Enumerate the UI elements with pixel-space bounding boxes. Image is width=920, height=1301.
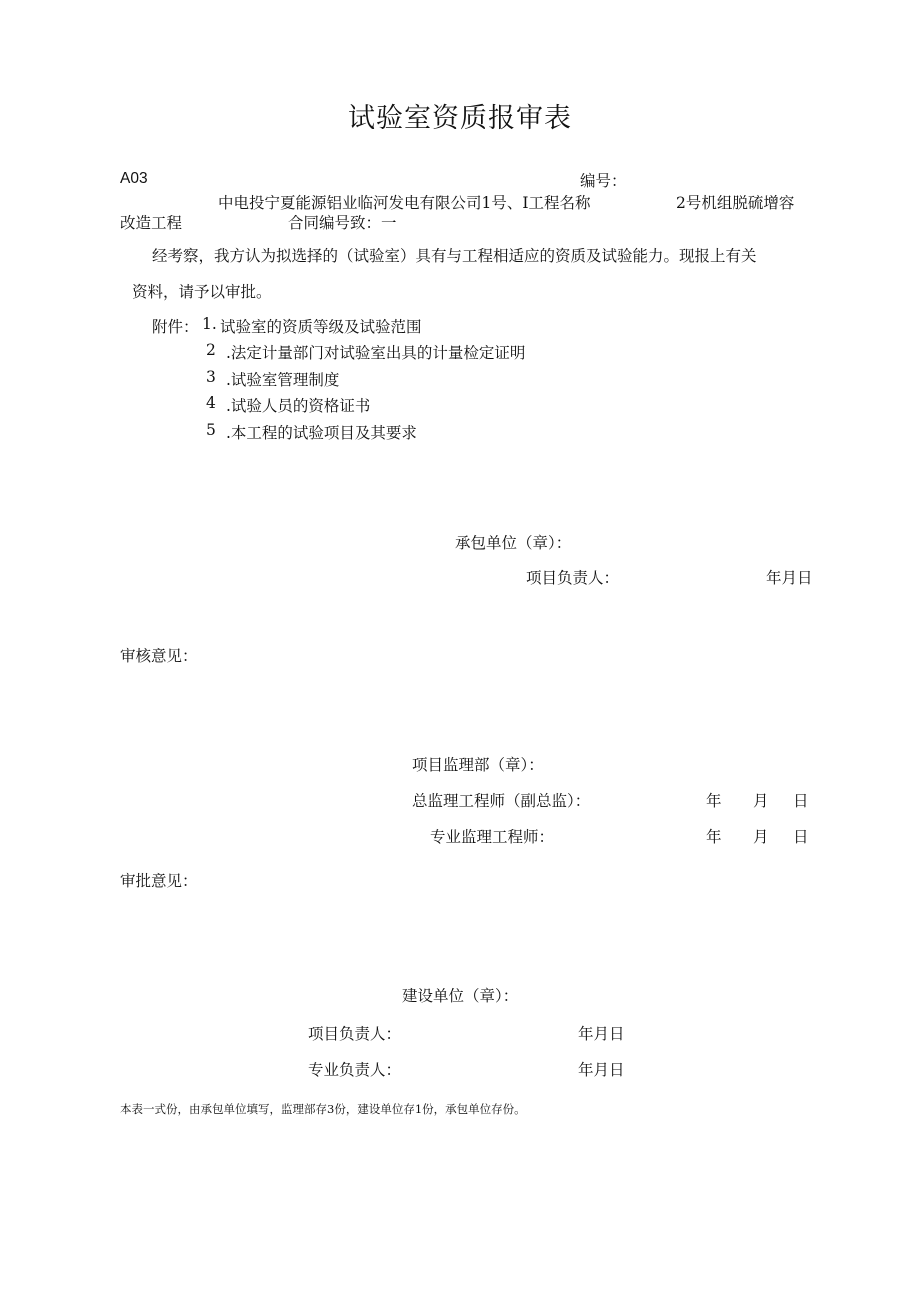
project-name-line2-a: 改造工程 [120,214,183,232]
body-text-line2: 资料，请予以审批。 [132,283,272,301]
contractor-unit-seal: 承包单位（章）： [455,534,572,552]
supervision-dept-seal: 项目监理部（章）： [412,756,544,774]
owner-unit-seal: 建设单位（章）： [402,987,519,1005]
chief-date-year: 年 [706,792,722,810]
page-title: 试验室资质报审表 [348,103,572,134]
attachment-2-num: 2 [206,341,216,359]
specialist-date-day: 日 [793,828,809,846]
chief-supervisor-label: 总监理工程师（副总监）： [412,792,591,810]
specialist-date-month: 月 [753,828,769,846]
attachment-1-num: 1. [202,315,217,333]
approval-opinion-label: 审批意见： [120,872,198,890]
owner-manager-label: 项目负责人： [308,1025,402,1043]
owner-manager-date: 年月日 [578,1025,625,1043]
attachment-4-text: .试验人员的资格证书 [226,397,371,415]
attachment-1-text: 试验室的资质等级及试验范围 [220,318,422,336]
specialist-date-year: 年 [706,828,722,846]
review-opinion-label: 审核意见： [120,647,198,665]
specialist-supervisor-label: 专业监理工程师： [430,828,555,846]
form-code: A03 [120,170,148,187]
owner-specialist-date: 年月日 [578,1061,625,1079]
chief-date-month: 月 [753,792,769,810]
serial-number-label: 编号： [580,172,627,190]
body-text-line1: 经考察，我方认为拟选择的（试验室）具有与工程相适应的资质及试验能力。现报上有关 [152,247,757,265]
project-name-line1-a: 中电投宁夏能源铝业临河发电有限公司1号、I工程名称 [218,194,591,212]
attachment-5-num: 5 [206,421,216,439]
attachment-5-text: .本工程的试验项目及其要求 [226,424,417,442]
attachment-3-num: 3 [206,368,216,386]
owner-specialist-label: 专业负责人： [308,1061,402,1079]
contract-number-line: 合同编号致：一 [288,214,397,232]
footer-note: 本表一式份，由承包单位填写，监理部存3份，建设单位存1份，承包单位存份。 [120,1102,526,1116]
attachments-label: 附件： [152,318,199,336]
contractor-date: 年月日 [766,569,813,587]
attachment-2-text: .法定计量部门对试验室出具的计量检定证明 [226,344,526,362]
chief-date-day: 日 [793,792,809,810]
project-name-line1-b: 2号机组脱硫增容 [676,194,795,212]
contractor-manager-label: 项目负责人： [526,569,620,587]
attachment-4-num: 4 [206,394,216,412]
attachment-3-text: .试验室管理制度 [226,371,340,389]
